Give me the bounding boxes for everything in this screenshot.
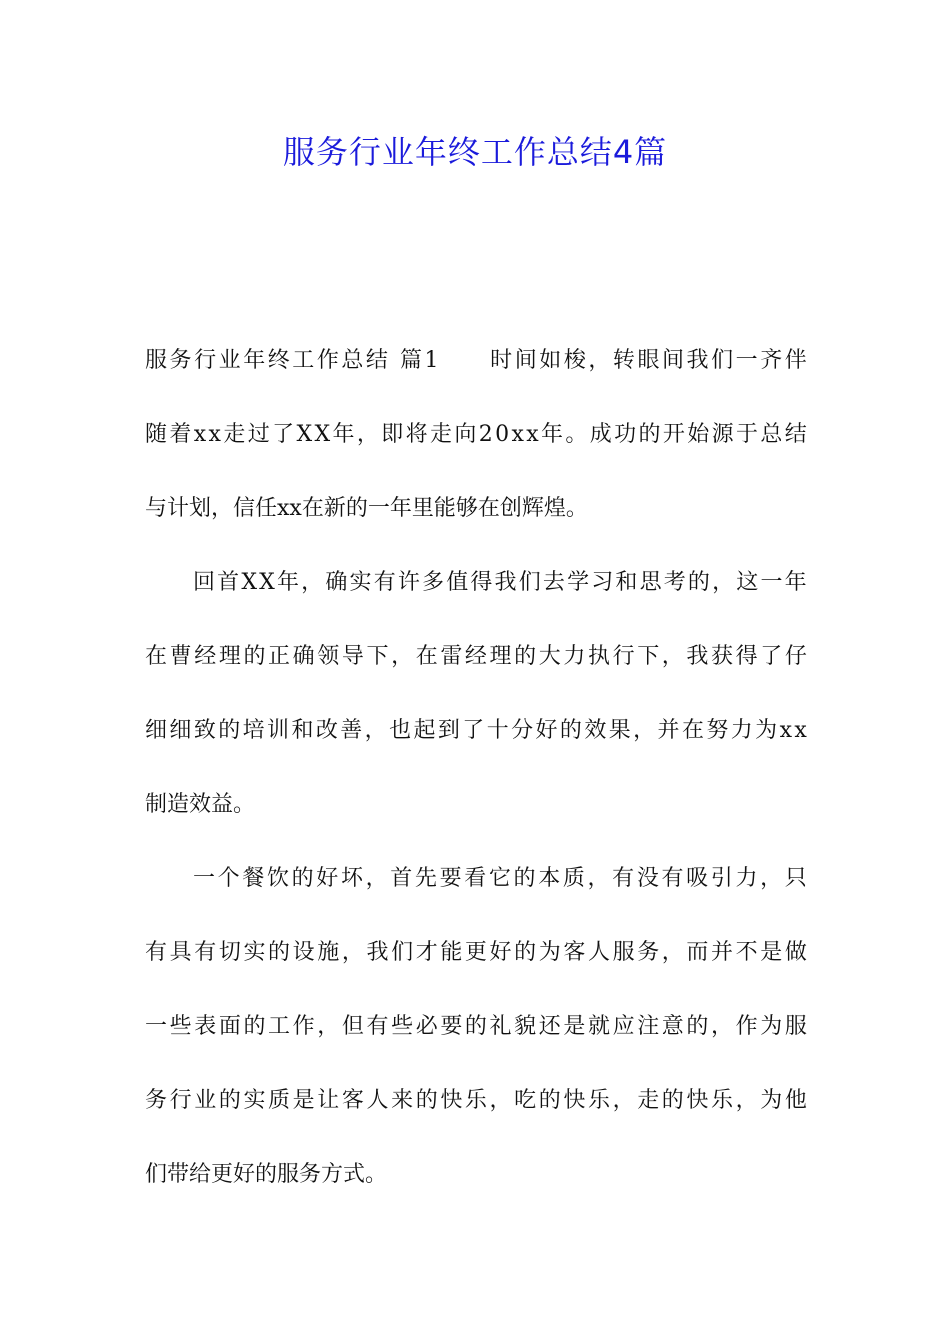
text-line: 在 曹 经 理 的 正 确 领 导 下 ， 在 雷 经 理 的 大 力 执 行 下 ， 我 获 得 了 仔 bbox=[145, 644, 807, 669]
text-line: 们带给更好的服务方式。 bbox=[145, 1162, 388, 1187]
paragraph-3 bbox=[145, 856, 807, 1226]
text-line: 制造效益。 bbox=[145, 792, 256, 817]
text-line: 务 行 业 的 实 质 是 让 客 人 来 的 快 乐 ， 吃 的 快 乐 ， 走 的 快 乐 ， 为 他 bbox=[145, 1088, 807, 1113]
paragraph-1 bbox=[145, 338, 807, 560]
text-line: 与计划，信任xx在新的一年里能够在创辉煌。 bbox=[145, 496, 588, 521]
text-line: 服 务 行 业 年 终 工 作 总 结 篇 1 时 间 如 梭 ， 转 眼 间 我 们 一 齐 伴 bbox=[145, 348, 807, 373]
text-line: 随 着 x x 走 过 了 X X 年 ， 即 将 走 向 2 0 x x 年 。 成 功 的 开 始 源 于 总 结 bbox=[145, 422, 807, 447]
text-line: 回 首 X X 年 ， 确 实 有 许 多 值 得 我 们 去 学 习 和 思 考 的 ， 这 一 年 bbox=[193, 570, 807, 595]
text-line: 一 个 餐 饮 的 好 坏 ， 首 先 要 看 它 的 本 质 ， 有 没 有 吸 引 力 ， 只 bbox=[193, 866, 807, 891]
text-line: 一 些 表 面 的 工 作 ， 但 有 些 必 要 的 礼 貌 还 是 就 应 注 意 的 ， 作 为 服 bbox=[145, 1014, 807, 1039]
text-line: 有 具 有 切 实 的 设 施 ， 我 们 才 能 更 好 的 为 客 人 服 务 ， 而 并 不 是 做 bbox=[145, 940, 807, 965]
document-body bbox=[145, 338, 807, 1226]
document-title: 服务行业年终工作总结4篇 bbox=[282, 133, 668, 171]
text-line: 细 细 致 的 培 训 和 改 善 ， 也 起 到 了 十 分 好 的 效 果 ， 并 在 努 力 为 x x bbox=[145, 718, 807, 743]
paragraph-2 bbox=[145, 560, 807, 856]
